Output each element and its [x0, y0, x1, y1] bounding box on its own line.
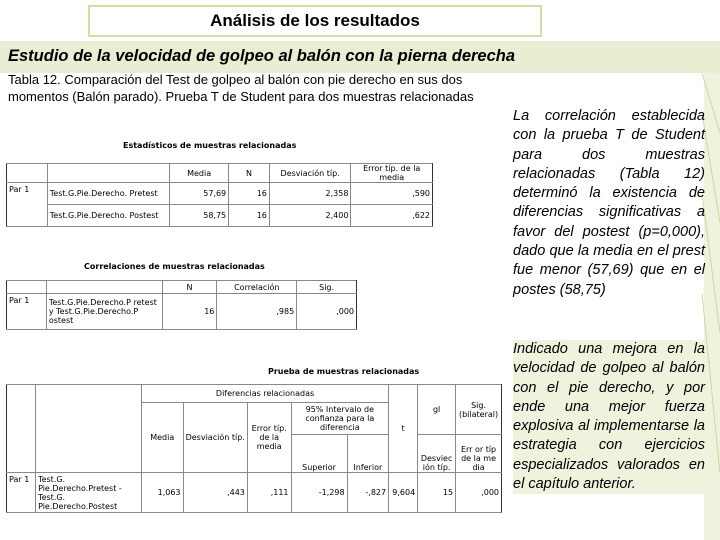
slide-title: Análisis de los resultados [210, 11, 420, 30]
test-cell: 1,063 [141, 473, 183, 513]
corr-corner-label [46, 281, 162, 294]
test-header-desv [183, 403, 247, 473]
stats-header-err: Error típ. de la media [351, 164, 433, 183]
test-header-err [247, 403, 291, 473]
stats-corner-label [47, 164, 169, 183]
corr-pair-label: Par 1 [7, 294, 47, 330]
stats-cell: 16 [229, 205, 270, 227]
stats-header-desv: Desviación típ. [269, 164, 351, 183]
slide-title-box [88, 5, 542, 37]
corr-header-sig: Sig. [297, 281, 357, 294]
spss-output-image [0, 108, 508, 540]
stats-cell: 2,400 [269, 205, 351, 227]
test-header-t: t [389, 385, 418, 473]
stats-row-label: Test.G.Pie.Derecho. Pretest [47, 183, 169, 205]
test-corner-label [36, 385, 142, 473]
stats-table [6, 163, 433, 227]
stats-corner [7, 164, 48, 183]
stats-header-n: N [229, 164, 270, 183]
subtitle-band [0, 41, 720, 73]
corr-corner [7, 281, 47, 294]
test-ci-header: 95% Intervalo de confianza para la diferencia [291, 403, 389, 435]
test-cell: -,827 [347, 473, 389, 513]
conclusion-paragraph-1: La correlación establecida con la prueba T de Student para dos muestras relacionadas (Tabla 12) determinó la existencia de diferencias significativas a favor del postest (p=0,000), dado que la media en el prest fue menor (57,69) que en el postes (58,75) [513, 108, 705, 298]
test-table-title: Prueba de muestras relacionadas [268, 367, 420, 376]
test-header-gl: gl [418, 385, 456, 435]
test-header-err-text: Error típ. de la media [251, 424, 287, 451]
corr-cell: 16 [162, 294, 217, 330]
test-cell: ,443 [183, 473, 247, 513]
test-header-err2: Err or típ de la me dia [456, 435, 502, 473]
test-header-desv2: Desviec ión típ. [418, 435, 456, 473]
test-cell: ,111 [247, 473, 291, 513]
test-cell: -1,298 [291, 473, 347, 513]
table-caption: Tabla 12. Comparación del Test de golpeo al balón con pie derecho en sus dos momentos (Balón parado). Prueba T de Student para dos muestras relacionadas [8, 72, 474, 104]
stats-cell: ,590 [351, 183, 433, 205]
slide-subtitle: Estudio de la velocidad de golpeo al balón con la pierna derecha [8, 47, 516, 65]
stats-pair-label: Par 1 [7, 183, 48, 227]
stats-table-title: Estadísticos de muestras relacionadas [123, 141, 297, 150]
stats-header-media: Media [170, 164, 229, 183]
test-header-media [141, 403, 183, 473]
stats-cell: 2,358 [269, 183, 351, 205]
stats-cell: 16 [229, 183, 270, 205]
corr-table [6, 280, 357, 330]
conclusion-paragraph-2: Indicado una mejora en la velocidad de golpeo al balón con el pie derecho, y por ende una mejor fuerza explosiva al implementarse la estrategia con ejercicios especializados valorados en el capítulo anterior. [513, 340, 705, 494]
test-header-media-text: Media [150, 433, 175, 442]
test-header-superior: Superior [291, 435, 347, 473]
corr-header-corr: Correlación [217, 281, 297, 294]
corr-header-n: N [162, 281, 217, 294]
stats-row-label: Test.G.Pie.Derecho. Postest [47, 205, 169, 227]
test-pair-label: Par 1 [7, 473, 36, 513]
test-corner [7, 385, 36, 473]
corr-cell: ,000 [297, 294, 357, 330]
test-header-sig: Sig. (bilateral) [456, 385, 502, 435]
test-cell: 9,604 [389, 473, 418, 513]
test-table [6, 384, 502, 513]
test-group-header: Diferencias relacionadas [141, 385, 388, 403]
corr-row-label: Test.G.Pie.Derecho.P retest y Test.G.Pie.Derecho.P ostest [46, 294, 162, 330]
corr-cell: ,985 [217, 294, 297, 330]
test-cell: ,000 [456, 473, 502, 513]
corr-table-title: Correlaciones de muestras relacionadas [84, 262, 265, 271]
stats-cell: ,622 [351, 205, 433, 227]
stats-cell: 57,69 [170, 183, 229, 205]
test-cell: 15 [418, 473, 456, 513]
test-header-desv-text: Desviación típ. [185, 433, 245, 442]
stats-cell: 58,75 [170, 205, 229, 227]
test-row-label: Test.G. Pie.Derecho.Pretest - Test.G. Pie.Derecho.Postest [36, 473, 142, 513]
test-header-inferior: Inferior [347, 435, 389, 473]
